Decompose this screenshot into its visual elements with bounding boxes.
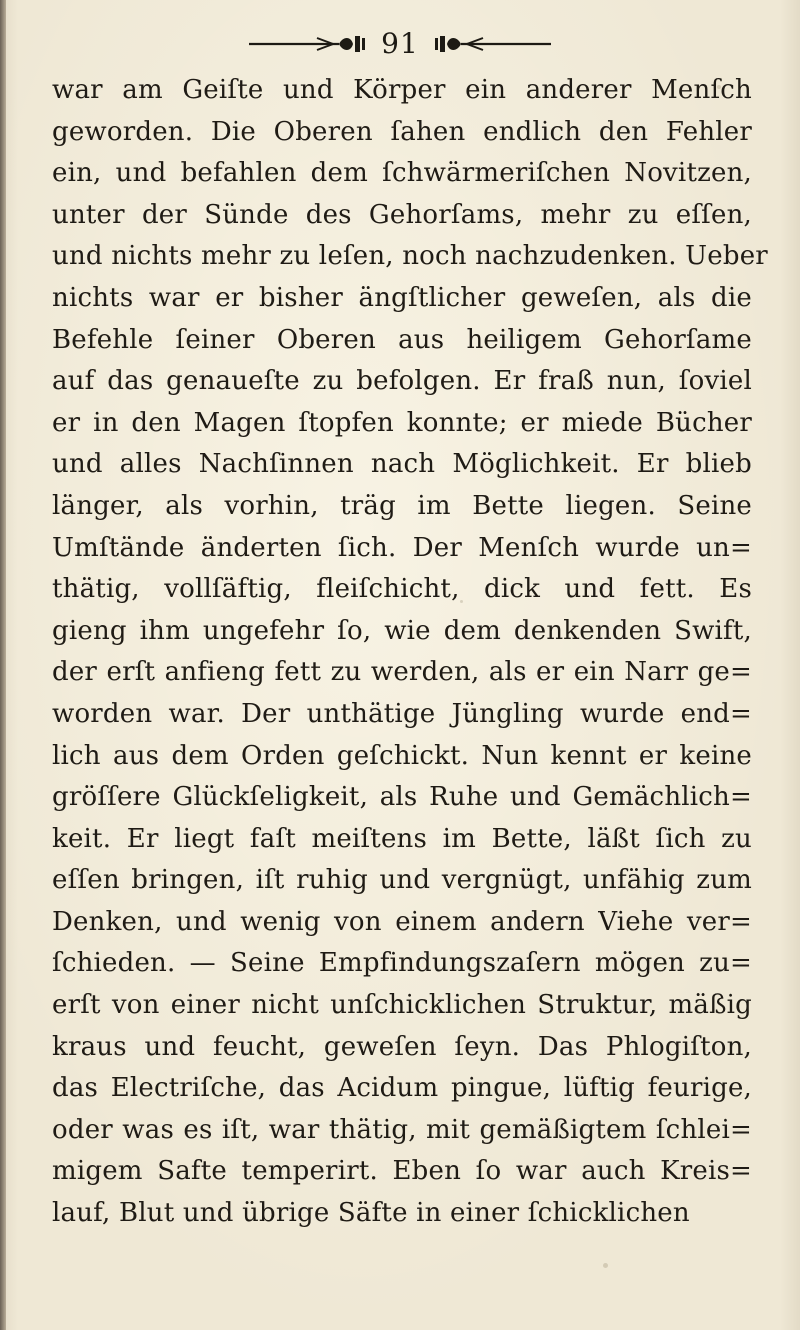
text-line: der erſt anfieng fett zu werden, als er ein Narr ge= xyxy=(52,657,752,688)
text-line: ſchieden. — Seine Empfindungszaſern mögen zu= xyxy=(52,948,752,979)
text-line: erſt von einer nicht unſchicklichen Struktur, mäßig xyxy=(52,990,752,1021)
text-line: geworden. Die Oberen ſahen endlich den Fehler xyxy=(52,116,752,147)
paper-speck xyxy=(460,600,463,603)
text-line: war am Geiſte und Körper ein anderer Menſch xyxy=(52,75,752,105)
text-line: worden war. Der unthätige Jüngling wurde end= xyxy=(52,698,752,729)
text-line: migem Safte temperirt. Eben ſo war auch Kreis= xyxy=(52,1156,752,1187)
text-line: eſſen bringen, iſt ruhig und vergnügt, unfähig zum xyxy=(52,865,752,896)
text-line: er in den Magen ſtopfen konnte; er miede Bücher xyxy=(52,407,752,438)
text-line: keit. Er liegt faſt meiſtens im Bette, läßt ſich zu xyxy=(52,823,752,854)
text-line: nichts war er bisher ängſtlicher geweſen, als die xyxy=(52,282,752,313)
paper-speck xyxy=(603,1263,608,1268)
text-line: länger, als vorhin, träg im Bette liegen. Seine xyxy=(52,490,752,521)
running-head xyxy=(0,22,800,66)
text-line: das Electriſche, das Acidum pingue, lüftig feurige, xyxy=(52,1073,752,1104)
ornament-left-icon xyxy=(247,32,367,56)
ornament-right-icon xyxy=(433,32,553,56)
page-edge-shadow xyxy=(0,0,6,1330)
text-line: und alles Nachſinnen nach Möglichkeit. Er blieb xyxy=(52,449,752,480)
paper-speck xyxy=(717,85,721,89)
text-line: Denken, und wenig von einem andern Viehe ver= xyxy=(52,906,752,937)
text-line: auf das genaueſte zu befolgen. Er fraß nun, ſoviel xyxy=(52,366,752,397)
text-line: kraus und feucht, geweſen ſeyn. Das Phlogiſton, xyxy=(52,1031,752,1062)
text-line: lauf, Blut und übrige Säfte in einer ſchicklichen xyxy=(52,1198,690,1229)
page-number: 91 xyxy=(381,27,419,60)
text-line: unter der Sünde des Gehorſams, mehr zu eſſen, xyxy=(52,199,752,230)
text-line: Umſtände änderten ſich. Der Menſch wurde un= xyxy=(52,532,752,563)
text-line: ein, und befahlen dem ſchwärmeriſchen Novitzen, xyxy=(52,158,752,189)
body-text xyxy=(52,70,768,1235)
text-line: gröſſere Glückſeligkeit, als Ruhe und Gemächlich= xyxy=(52,782,752,813)
text-line: gieng ihm ungefehr ſo, wie dem denkenden Swift, xyxy=(52,615,752,646)
text-line: oder was es iſt, war thätig, mit gemäßigtem ſchlei= xyxy=(52,1114,752,1145)
text-line: lich aus dem Orden geſchickt. Nun kennt er keine xyxy=(52,740,752,771)
text-line: und nichts mehr zu leſen, noch nachzudenken. Ueber xyxy=(52,241,768,272)
text-line: Befehle ſeiner Oberen aus heiligem Gehorſame xyxy=(52,324,752,355)
text-line: thätig, vollſäftig, fleiſchicht, dick und fett. Es xyxy=(52,574,752,605)
